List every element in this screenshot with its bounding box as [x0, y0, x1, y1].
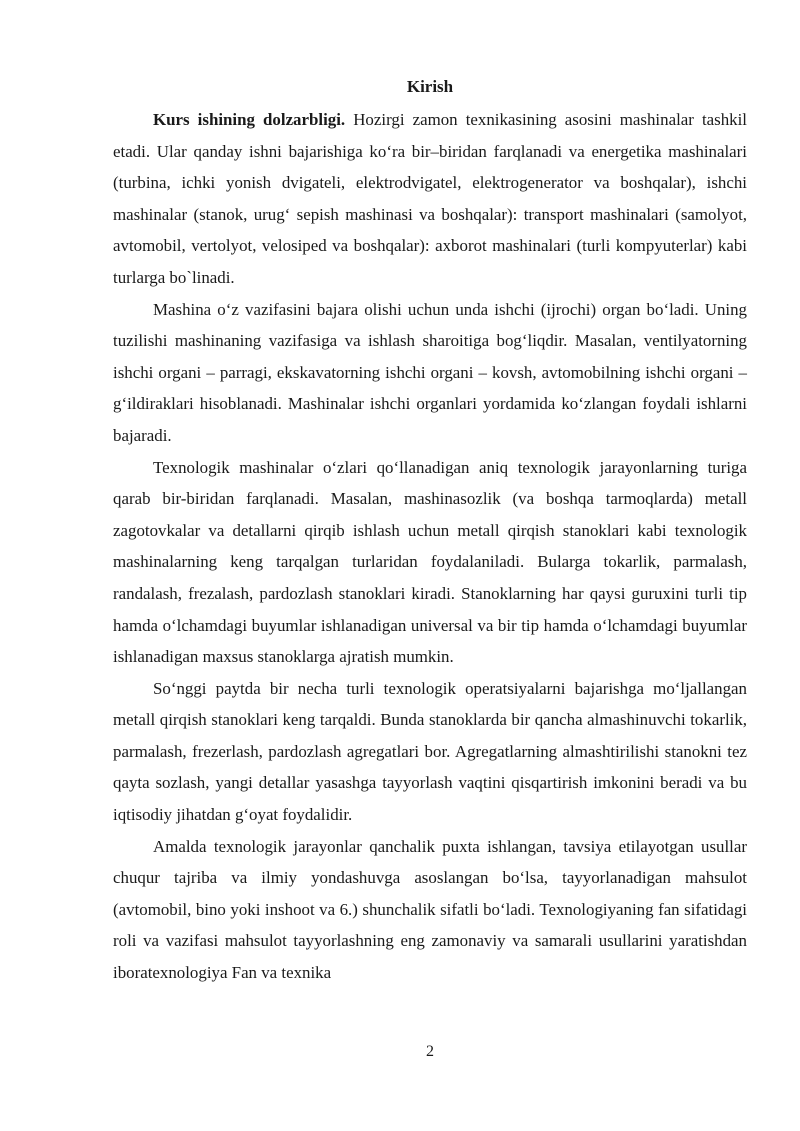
- paragraph-lead: Kurs ishining dolzarbligi.: [153, 110, 346, 129]
- paragraph-technology-role: Amalda texnologik jarayonlar qanchalik puxta ishlangan, tavsiya etilayotgan usullar chuqur tajriba va ilmiy yondashuvga asoslangan bo‘lsa, tayyorlanadigan mahsulot (avtomobil, bino yoki inshoot va 6.) shunchalik sifatli bo‘ladi. Texnologiyaning fan sifatidagi roli va vazifasi mahsulot tayyorlashning eng zamonaviy va samarali usullarini yaratishdan iboratexnologiya Fan va texnika: [113, 836, 747, 983]
- page-title: Kirish: [406, 77, 454, 96]
- paragraph-technological-machines: Texnologik mashinalar o‘zlari qo‘llanadigan aniq texnologik jarayonlarning turiga qarab bir-biridan farqlanadi. Masalan, mashinasozlik (va boshqa tarmoqlarda) metall zagotovkalar va detallarni qirqib ishlash uchun metall qirqish stanoklari kabi texnologik mashinalarning keng tarqalgan turlaridan foydalaniladi. Bularga tokarlik, parmalash, randalash, frezalash, pardozlash stanoklari kiradi. Stanoklarning har qaysi guruxini turli tip hamda o‘lchamdagi buyumlar ishlanadigan universal va bir tip hamda o‘lchamdagi buyumlar ishlanadigan maxsus stanoklarga ajratish mumkin.: [113, 457, 747, 667]
- paragraph-working-organ: Mashina o‘z vazifasini bajara olishi uchun unda ishchi (ijrochi) organ bo‘ladi. Uning tuzilishi mashinaning vazifasiga va ishlash sharoitiga bog‘liqdir. Masalan, ventilyatorning ishchi organi – parragi, ekskavatorning ishchi organi – kovsh, avtomobilning ishchi organi – g‘ildiraklari hisoblanadi. Mashinalar ishchi organlari yordamida ko‘zlangan foydali ishlarni bajaradi.: [113, 299, 747, 445]
- paragraph-relevance: [113, 104, 747, 294]
- page-number: 2: [426, 1043, 434, 1060]
- document-body: [113, 104, 747, 989]
- paragraph-text: Hozirgi zamon texnikasining asosini mashinalar tashkil etadi. Ular qanday ishni bajarishiga ko‘ra bir–biridan farqlanadi va energetika mashinalari (turbina, ichki yonish dvigateli, elektrodvigatel, elektrogenerator va boshqalar), ishchi mashinalar (stanok, urug‘ sepish mashinasi va boshqalar): transport mashinalari (samolyot, avtomobil, vertolyot, velosiped va boshqalar): axborot mashinalari (turli kompyuterlar) kabi turlarga bo`linadi.: [113, 110, 747, 287]
- paragraph-cutting-machines: So‘nggi paytda bir necha turli texnologik operatsiyalarni bajarishga mo‘ljallangan metall qirqish stanoklari keng tarqaldi. Bunda stanoklarda bir qancha almashinuvchi tokarlik, parmalash, frezerlash, pardozlash agregatlari bor. Agregatlarning almashtirilishi stanokni tez qayta sozlash, yangi detallar yasashga tayyorlash vaqtini qisqartirish imkonini beradi va bu iqtisodiy jihatdan g‘oyat foydalidir.: [113, 678, 747, 825]
